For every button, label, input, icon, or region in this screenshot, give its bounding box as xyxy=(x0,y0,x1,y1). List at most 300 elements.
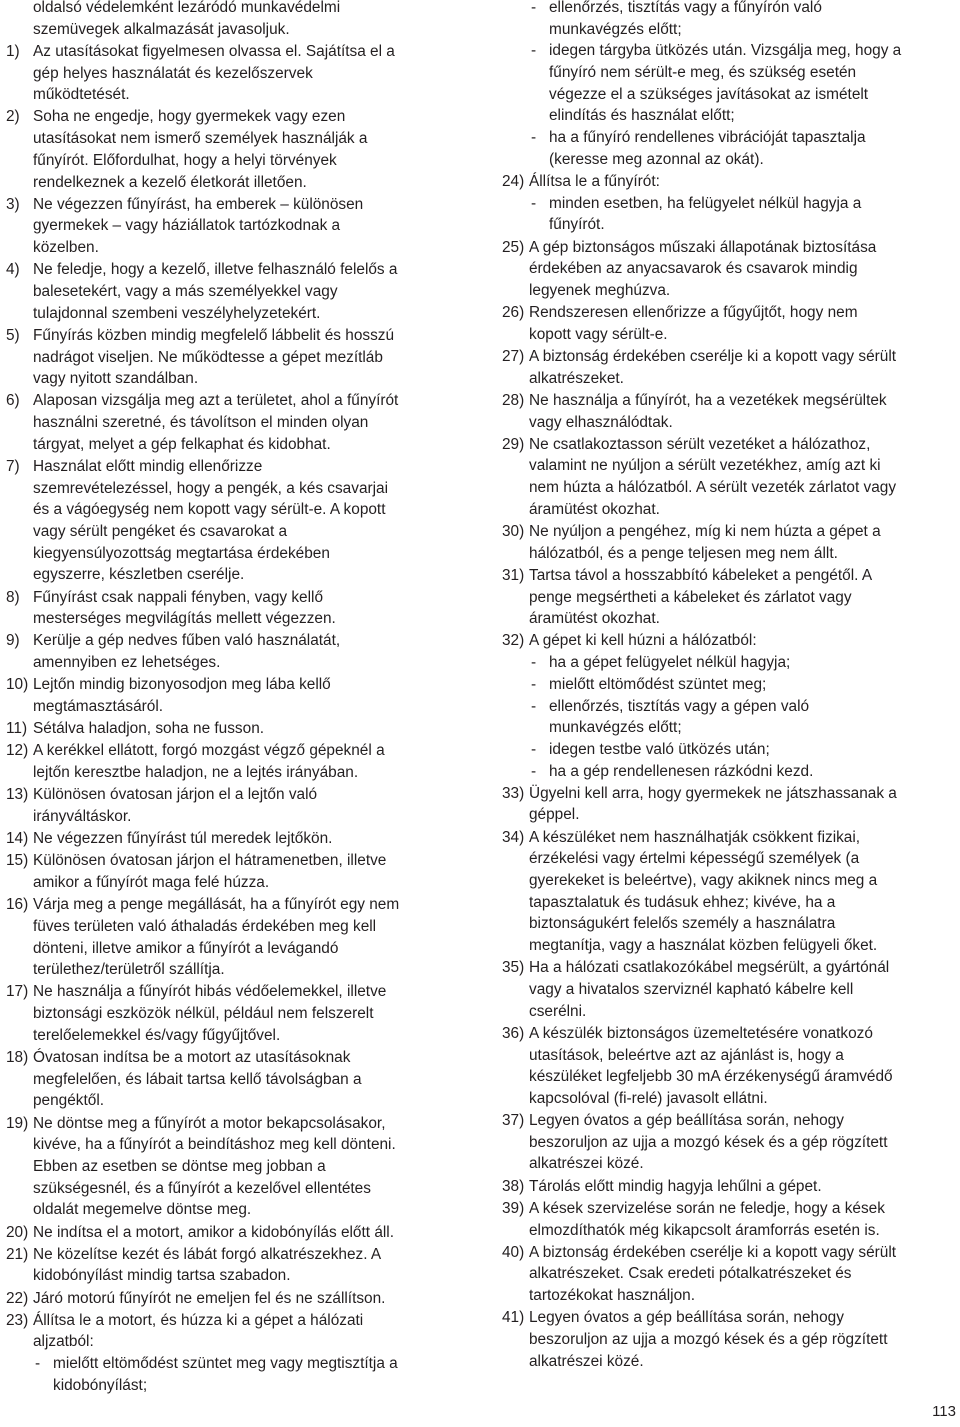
item-continuation-line xyxy=(6,412,461,434)
line-text: ha a fűnyíró rendellenes vibrációját tapasztalja xyxy=(549,129,866,147)
line-text: A biztonság érdekében cserélje ki a kopott vagy sérült xyxy=(529,348,897,365)
item-number: 4) xyxy=(6,261,20,279)
item-continuation-line xyxy=(6,1331,461,1353)
item-continuation-line xyxy=(6,1156,461,1178)
numbered-item-line xyxy=(6,259,461,281)
numbered-item-line xyxy=(6,587,461,609)
item-number: 15) xyxy=(6,852,29,870)
item-continuation-line xyxy=(6,1199,461,1221)
item-continuation-line xyxy=(6,499,461,521)
item-number: 14) xyxy=(6,830,29,848)
item-number: 27) xyxy=(502,348,525,365)
line-text: szemüvegek alkalmazását javasoljuk. xyxy=(33,20,290,38)
line-text: irányváltáskor. xyxy=(33,807,132,825)
numbered-item-line xyxy=(502,390,957,412)
line-text: dönteni, illetve amikor a fűnyírót a levágandó xyxy=(33,939,339,957)
dash-bullet: - xyxy=(531,194,537,212)
item-continuation-line xyxy=(502,1285,957,1307)
numbered-item-line xyxy=(6,1113,461,1135)
sub-item-line xyxy=(6,1353,461,1375)
line-text: Ne döntse meg a fűnyírót a motor bekapcsolásakor, xyxy=(33,1114,386,1132)
line-text: kopott vagy sérült-e. xyxy=(529,325,668,343)
item-number: 3) xyxy=(6,195,20,213)
numbered-item-line xyxy=(6,390,461,412)
numbered-item-line xyxy=(6,106,461,128)
line-text: szükségesnél, és a fűnyírót a kezelővel ellentétes xyxy=(33,1179,371,1197)
line-text: áramütést okozhat. xyxy=(529,500,660,518)
line-text: Alaposan vizsgálja meg azt a területet, ahol a fűnyírót xyxy=(33,392,399,410)
line-text: nadrágot viseljen. Ne működtesse a gépet mezítláb xyxy=(33,348,383,366)
left-text-column xyxy=(6,0,461,1397)
item-number: 41) xyxy=(502,1309,525,1327)
numbered-item-line xyxy=(6,850,461,872)
line-text: fűnyírót. xyxy=(549,216,605,234)
numbered-item-line xyxy=(6,784,461,806)
numbered-item-line xyxy=(6,1222,461,1244)
line-text: alkatrészei közé. xyxy=(529,1352,644,1370)
item-number: 11) xyxy=(6,720,28,738)
sub-item-line xyxy=(502,652,957,674)
item-continuation-line xyxy=(502,1153,957,1175)
line-text: Kerülje a gép nedves fűben való használatát, xyxy=(33,632,341,650)
item-continuation-line xyxy=(502,1045,957,1067)
line-text: kidobónyílást mindig tartsa szabadon. xyxy=(33,1267,291,1285)
line-text: hálózatból, és a penge teljesen meg nem állt. xyxy=(529,544,838,562)
line-text: egyszerre, készletben cserélje. xyxy=(33,566,245,584)
item-continuation-line xyxy=(6,959,461,981)
numbered-item-line xyxy=(502,237,957,259)
right-text-column xyxy=(502,0,957,1372)
item-continuation-line xyxy=(6,237,461,259)
item-continuation-line xyxy=(6,938,461,960)
item-number: 30) xyxy=(502,523,525,540)
item-continuation-line xyxy=(6,872,461,894)
numbered-item-line xyxy=(502,1307,957,1329)
line-text: munkavégzés előtt; xyxy=(549,719,682,737)
item-continuation-line xyxy=(6,1090,461,1112)
line-text: biztonsági eszközök nélkül, például nem felszerelt xyxy=(33,1005,374,1023)
line-text: aljzatból: xyxy=(33,1333,94,1351)
line-text: Fűnyírás közben mindig megfelelő lábbelit és hosszú xyxy=(33,326,395,344)
line-text: oldalát megemelve döntse meg. xyxy=(33,1201,252,1219)
item-continuation-line xyxy=(6,84,461,106)
item-continuation-line xyxy=(6,652,461,674)
line-text: beszoruljon az ujja a mozgó kések és a gép rögzített xyxy=(529,1133,888,1151)
line-text: valamint ne nyúljon a sérült vezetékhez, amíg azt ki xyxy=(529,457,881,475)
line-text: A gép biztonságos műszaki állapotának biztosítása xyxy=(529,238,877,256)
line-text: működtetését. xyxy=(33,86,130,104)
item-continuation-line xyxy=(502,608,957,630)
line-text: Ne végezzen fűnyírást túl meredek lejtőkön. xyxy=(33,830,333,848)
line-text: Állítsa le a fűnyírót: xyxy=(529,173,660,190)
dash-bullet: - xyxy=(531,762,537,780)
item-continuation-line xyxy=(502,499,957,521)
line-text: rendelkeznek a kezelő életkorát illetően. xyxy=(33,173,307,191)
line-text: mielőtt eltömődést szüntet meg; xyxy=(549,675,767,693)
line-text: tapasztalatuk és tudásuk ehhez; kivéve, ha a xyxy=(529,893,836,911)
item-number: 29) xyxy=(502,435,525,453)
numbered-item-line xyxy=(6,630,461,652)
line-text: tartozékokat használjon. xyxy=(529,1287,695,1305)
line-text: Ne közelítse kezét és lábát forgó alkatrészekhez. A xyxy=(33,1245,382,1263)
item-number: 36) xyxy=(502,1024,525,1042)
line-text: Ebben az esetben se döntse meg jobban a xyxy=(33,1157,326,1175)
line-text: használni szeretné, és távolítson el minden olyan xyxy=(33,414,369,432)
numbered-item-line xyxy=(502,1198,957,1220)
item-continuation-line xyxy=(6,63,461,85)
item-continuation-line xyxy=(6,916,461,938)
item-continuation-line xyxy=(502,1132,957,1154)
item-number: 40) xyxy=(502,1243,525,1261)
item-continuation-line xyxy=(502,258,957,280)
item-number: 34) xyxy=(502,828,525,846)
line-text: idegen testbe való ütközés után; xyxy=(549,740,770,758)
numbered-item-line xyxy=(6,674,461,696)
line-text: amikor a fűnyírót maga felé húzza. xyxy=(33,874,270,891)
item-continuation-line xyxy=(502,1329,957,1351)
item-continuation-line xyxy=(6,281,461,303)
line-text: megtanítja, vagy a használat közben felügyeli őket. xyxy=(529,937,878,955)
line-text: idegen tárgyba ütközés után. Vizsgálja meg, hogy a xyxy=(549,42,902,60)
sub-item-continuation-line xyxy=(502,105,957,127)
item-number: 32) xyxy=(502,632,525,650)
line-text: alkatrészeket. Csak eredeti pótalkatrészeket és xyxy=(529,1265,852,1283)
line-text: szemrevételezéssel, hogy a pengék, a kés csavarjai xyxy=(33,479,389,497)
item-continuation-line xyxy=(502,1088,957,1110)
item-continuation-line xyxy=(502,1220,957,1242)
item-number: 25) xyxy=(502,238,525,256)
line-text: kivéve, ha a fűnyírót a beindításhoz meg kell dönteni. xyxy=(33,1136,396,1154)
line-text: Lejtőn mindig bizonyosodjon meg lába kellő xyxy=(33,676,331,694)
item-continuation-line xyxy=(6,0,461,19)
item-number: 18) xyxy=(6,1049,29,1066)
numbered-item-line xyxy=(6,718,461,740)
line-text: A készüléket nem használhatják csökkent fizikai, xyxy=(529,828,861,846)
numbered-item-line xyxy=(502,521,957,543)
sub-item-continuation-line xyxy=(502,717,957,739)
numbered-item-line xyxy=(502,957,957,979)
numbered-item-line xyxy=(502,565,957,587)
line-text: és a vágóegység nem kopott vagy sérült-e. A kopott xyxy=(33,501,386,519)
item-number: 5) xyxy=(6,326,20,344)
line-text: gyerekeket is beleértve), vagy akiknek nincs meg a xyxy=(529,872,878,889)
item-continuation-line xyxy=(6,215,461,237)
line-text: vagy sérült pengéket és csavarokat a xyxy=(33,523,288,540)
item-continuation-line xyxy=(502,804,957,826)
item-continuation-line xyxy=(6,347,461,369)
item-continuation-line xyxy=(6,521,461,543)
item-number: 6) xyxy=(6,392,20,410)
sub-item-continuation-line xyxy=(502,149,957,171)
item-continuation-line xyxy=(6,608,461,630)
dash-bullet: - xyxy=(531,740,537,758)
line-text: Különösen óvatosan járjon el a lejtőn való xyxy=(33,786,318,804)
line-text: balesetekért, vagy a más személyekkel vagy xyxy=(33,282,338,300)
numbered-item-line xyxy=(502,1176,957,1198)
line-text: Ha a hálózati csatlakozókábel megsérült, a gyártónál xyxy=(529,959,890,977)
line-text: lejtőn keresztbe haladjon, ne a lejtés irányában. xyxy=(33,764,359,782)
line-text: vagy a hivatalos szerviznél kapható kábelre kell xyxy=(529,980,854,998)
line-text: Rendszeresen ellenőrizze a fűgyűjtőt, hogy nem xyxy=(529,304,858,322)
line-text: vagy elhasználódtak. xyxy=(529,413,673,431)
line-text: mesterséges megvilágítás mellett végezzen. xyxy=(33,610,336,628)
line-text: Legyen óvatos a gép beállítása során, nehogy xyxy=(529,1112,844,1130)
line-text: Ne indítsa el a motort, amikor a kidobónyílás előtt áll. xyxy=(33,1223,394,1241)
item-number: 26) xyxy=(502,304,525,322)
line-text: gyermekek – vagy háziállatok tartózkodnak a xyxy=(33,217,341,235)
dash-bullet: - xyxy=(531,0,537,16)
line-text: kiegyensúlyozottság megtartása érdekében xyxy=(33,544,330,562)
numbered-item-line xyxy=(502,171,957,193)
item-continuation-line xyxy=(6,172,461,194)
item-continuation-line xyxy=(6,1134,461,1156)
item-number: 17) xyxy=(6,983,29,1001)
line-text: Fűnyírást csak nappali fényben, vagy kellő xyxy=(33,588,324,606)
item-continuation-line xyxy=(502,913,957,935)
line-text: pengéktől. xyxy=(33,1092,105,1110)
line-text: Állítsa le a motort, és húzza ki a gépet a hálózati xyxy=(33,1311,364,1329)
line-text: A kések szervizelése során ne feledje, hogy a kések xyxy=(529,1199,885,1217)
numbered-item-line xyxy=(6,828,461,850)
line-text: fűnyírót. Előfordulhat, hogy a helyi törvények xyxy=(33,151,337,169)
item-number: 10) xyxy=(6,676,29,694)
line-text: ha a gépet felügyelet nélkül hagyja; xyxy=(549,654,791,672)
line-text: A készülék biztonságos üzemeltetésére vonatkozó xyxy=(529,1024,873,1042)
item-continuation-line xyxy=(6,19,461,41)
item-continuation-line xyxy=(6,368,461,390)
line-text: Sétálva haladjon, soha ne fusson. xyxy=(33,720,265,738)
line-text: A gépet ki kell húzni a hálózatból: xyxy=(529,632,757,650)
sub-item-line xyxy=(502,674,957,696)
item-number: 19) xyxy=(6,1114,29,1132)
item-continuation-line xyxy=(502,979,957,1001)
line-text: munkavégzés előtt; xyxy=(549,20,682,38)
line-text: Ne használja a fűnyírót hibás védőelemekkel, illetve xyxy=(33,983,387,1001)
line-text: nem húzta a hálózatból. A sérült vezeték zárlatot vagy xyxy=(529,479,897,497)
line-text: A biztonság érdekében cserélje ki a kopott vagy sérült xyxy=(529,1243,897,1261)
numbered-item-line xyxy=(6,1310,461,1332)
page-number: 113 xyxy=(932,1403,956,1420)
numbered-item-line xyxy=(502,630,957,652)
line-text: fűnyíró nem sérült-e meg, és szükség esetén xyxy=(549,64,857,82)
item-continuation-line xyxy=(6,150,461,172)
item-number: 7) xyxy=(6,457,20,475)
line-text: ellenőrzés, tisztítás vagy a gépen való xyxy=(549,697,810,715)
line-text: érzékelési vagy értelmi képességű személyek (a xyxy=(529,850,860,868)
line-text: amennyiben ez lehetséges. xyxy=(33,654,221,672)
numbered-item-line xyxy=(6,740,461,762)
item-number: 21) xyxy=(6,1245,29,1263)
item-continuation-line xyxy=(502,324,957,346)
item-number: 9) xyxy=(6,632,20,650)
line-text: Használat előtt mindig ellenőrizze xyxy=(33,457,263,475)
sub-item-line xyxy=(502,127,957,149)
line-text: füves területen való áthaladás érdekében meg kell xyxy=(33,917,377,935)
dash-bullet: - xyxy=(531,129,537,147)
item-continuation-line xyxy=(502,870,957,892)
line-text: Ne feledje, hogy a kezelő, illetve felhasználó felelős a xyxy=(33,261,398,279)
item-number: 39) xyxy=(502,1199,525,1217)
item-continuation-line xyxy=(6,1178,461,1200)
item-number: 33) xyxy=(502,784,525,802)
line-text: utasítások, beleértve azt az ajánlást is, hogy a xyxy=(529,1046,844,1064)
line-text: gép helyes használatát és kezelőszervek xyxy=(33,64,313,82)
item-number: 1) xyxy=(6,42,20,60)
sub-item-continuation-line xyxy=(502,19,957,41)
line-text: Tartsa távol a hosszabbító kábeleket a pengétől. A xyxy=(529,566,873,584)
item-number: 38) xyxy=(502,1177,525,1195)
numbered-item-line xyxy=(6,1047,461,1069)
line-text: ha a gép rendellenesen rázkódni kezd. xyxy=(549,762,814,780)
line-text: oldalsó védelemként lezáródó munkavédelmi xyxy=(33,0,341,16)
line-text: penge megsértheti a kábeleket és zárlatot vagy xyxy=(529,588,852,606)
sub-item-continuation-line xyxy=(6,1375,461,1397)
sub-item-line xyxy=(502,761,957,783)
item-continuation-line xyxy=(6,1025,461,1047)
item-continuation-line xyxy=(6,1003,461,1025)
item-number: 22) xyxy=(6,1289,29,1307)
item-number: 31) xyxy=(502,566,525,584)
numbered-item-line xyxy=(502,827,957,849)
item-continuation-line xyxy=(6,478,461,500)
line-text: Várja meg a penge megállását, ha a fűnyírót egy nem xyxy=(33,896,400,914)
line-text: Tárolás előtt mindig hagyja lehűlni a gépet. xyxy=(529,1177,822,1195)
item-number: 24) xyxy=(502,173,525,190)
item-continuation-line xyxy=(502,848,957,870)
line-text: Soha ne engedje, hogy gyermekek vagy ezen xyxy=(33,108,346,126)
numbered-item-line xyxy=(6,894,461,916)
line-text: Ne végezzen fűnyírást, ha emberek – különösen xyxy=(33,195,364,213)
line-text: utasításokat nem ismerő személyek használják a xyxy=(33,130,368,148)
dash-bullet: - xyxy=(531,675,537,693)
line-text: megtámasztásáról. xyxy=(33,698,164,715)
item-continuation-line xyxy=(6,543,461,565)
line-text: megfelelően, és lábait tartsa kellő távolságban a xyxy=(33,1070,362,1088)
line-text: területhez/területről szállítja. xyxy=(33,961,225,979)
numbered-item-line xyxy=(6,1288,461,1310)
line-text: áramütést okozhat. xyxy=(529,610,660,628)
sub-item-line xyxy=(502,0,957,19)
dash-bullet: - xyxy=(531,697,537,715)
dash-bullet: - xyxy=(35,1355,41,1373)
numbered-item-line xyxy=(502,1023,957,1045)
sub-item-line xyxy=(502,193,957,215)
numbered-item-line xyxy=(502,783,957,805)
numbered-item-line xyxy=(502,346,957,368)
item-continuation-line xyxy=(6,434,461,456)
item-number: 37) xyxy=(502,1112,525,1130)
item-continuation-line xyxy=(6,128,461,150)
line-text: géppel. xyxy=(529,806,580,824)
numbered-item-line xyxy=(502,1242,957,1264)
item-number: 12) xyxy=(6,742,29,760)
line-text: Ne csatlakoztasson sérült vezetéket a hálózathoz, xyxy=(529,435,871,453)
line-text: ellenőrzés, tisztítás vagy a fűnyírón való xyxy=(549,0,822,16)
numbered-item-line xyxy=(502,302,957,324)
sub-item-line xyxy=(502,40,957,62)
item-continuation-line xyxy=(502,412,957,434)
item-continuation-line xyxy=(502,543,957,565)
numbered-item-line xyxy=(6,194,461,216)
item-continuation-line xyxy=(502,477,957,499)
line-text: kidobónyílást; xyxy=(53,1376,148,1394)
item-continuation-line xyxy=(6,806,461,828)
line-text: tulajdonnal szembeni veszélyhelyzetekért. xyxy=(33,304,321,322)
line-text: beszoruljon az ujja a mozgó kések és a gép rögzített xyxy=(529,1330,888,1348)
line-text: (keresse meg azonnal az okát). xyxy=(549,150,764,168)
item-number: 35) xyxy=(502,959,525,977)
line-text: cserélni. xyxy=(529,1002,587,1020)
line-text: alkatrészei közé. xyxy=(529,1155,644,1173)
item-continuation-line xyxy=(6,303,461,325)
line-text: érdekében az anyacsavarok és csavarok mindig xyxy=(529,260,858,278)
line-text: Az utasításokat figyelmesen olvassa el. Sajátítsa el a xyxy=(33,42,395,60)
item-number: 8) xyxy=(6,588,20,606)
line-text: Különösen óvatosan járjon el hátramenetben, illetve xyxy=(33,852,387,870)
sub-item-line xyxy=(502,696,957,718)
line-text: tárgyat, melyet a gép felkaphat és kidobhat. xyxy=(33,435,331,453)
line-text: biztonságukért felelős személy a használatra xyxy=(529,915,836,933)
line-text: Ne használja a fűnyírót, ha a vezetékek megsérültek xyxy=(529,391,887,409)
line-text: mielőtt eltömődést szüntet meg vagy megtisztítja a xyxy=(53,1355,398,1373)
item-continuation-line xyxy=(502,587,957,609)
item-continuation-line xyxy=(502,935,957,957)
line-text: A kerékkel ellátott, forgó mozgást végző gépeknél a xyxy=(33,742,385,760)
item-continuation-line xyxy=(502,455,957,477)
numbered-item-line xyxy=(6,1244,461,1266)
item-continuation-line xyxy=(6,1265,461,1287)
numbered-item-line xyxy=(6,456,461,478)
line-text: közelben. xyxy=(33,239,99,257)
item-continuation-line xyxy=(502,368,957,390)
item-number: 20) xyxy=(6,1223,29,1241)
line-text: elindítás és használat előtt; xyxy=(549,107,735,125)
item-continuation-line xyxy=(502,892,957,914)
item-continuation-line xyxy=(6,1069,461,1091)
line-text: Ügyelni kell arra, hogy gyermekek ne játszhassanak a xyxy=(529,784,897,802)
sub-item-line xyxy=(502,739,957,761)
sub-item-continuation-line xyxy=(502,84,957,106)
item-continuation-line xyxy=(502,1066,957,1088)
item-continuation-line xyxy=(6,762,461,784)
line-text: kapcsolóval (fi-relé) javasolt ellátni. xyxy=(529,1089,768,1107)
line-text: Óvatosan indítsa be a motort az utasításoknak xyxy=(33,1049,351,1066)
line-text: végezze el a szükséges javításokat az ismételt xyxy=(549,85,869,103)
line-text: készüléket legfeljebb 30 mA érzékenységű áramvédő xyxy=(529,1068,893,1086)
line-text: legyenek meghúzva. xyxy=(529,281,671,299)
item-continuation-line xyxy=(502,280,957,302)
line-text: alkatrészeket. xyxy=(529,369,624,387)
line-text: Ne nyúljon a pengéhez, míg ki nem húzta a gépet a xyxy=(529,523,881,540)
item-continuation-line xyxy=(502,1263,957,1285)
numbered-item-line xyxy=(502,1110,957,1132)
item-number: 28) xyxy=(502,391,525,409)
numbered-item-line xyxy=(6,41,461,63)
item-continuation-line xyxy=(502,1001,957,1023)
sub-item-continuation-line xyxy=(502,214,957,236)
item-number: 16) xyxy=(6,896,29,914)
dash-bullet: - xyxy=(531,42,537,60)
item-continuation-line xyxy=(6,696,461,718)
line-text: Járó motorú fűnyírót ne emeljen fel és ne szállítson. xyxy=(33,1289,386,1307)
item-number: 23) xyxy=(6,1311,29,1329)
line-text: minden esetben, ha felügyelet nélkül hagyja a xyxy=(549,194,862,212)
item-continuation-line xyxy=(502,1351,957,1373)
line-text: vagy nyitott szandálban. xyxy=(33,370,199,388)
line-text: Legyen óvatos a gép beállítása során, nehogy xyxy=(529,1309,844,1327)
numbered-item-line xyxy=(502,434,957,456)
item-continuation-line xyxy=(6,564,461,586)
